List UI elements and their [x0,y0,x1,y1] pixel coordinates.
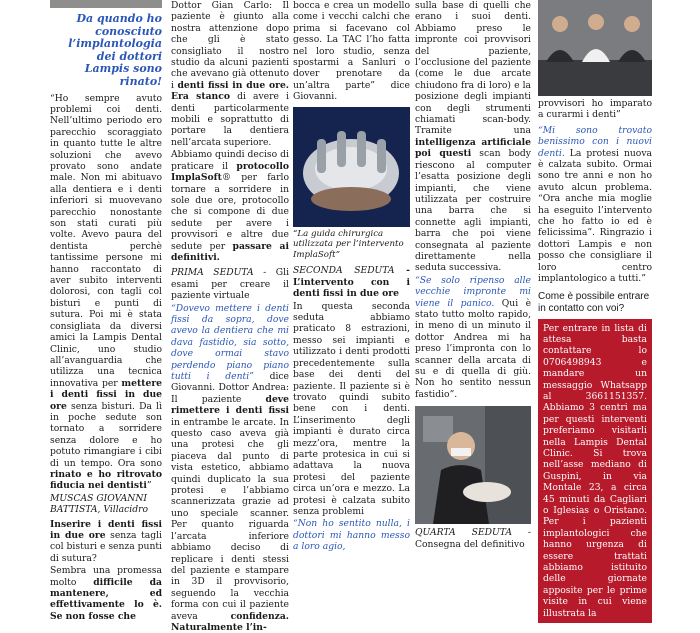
fourth-session-heading: QUARTA SEDUTA - Consegna del definitivo [415,527,531,550]
promise-paragraph: Sembra una promessa molto difficile da mantenere, ed effettivamente lo è. Se non fosse che [50,565,162,622]
question-paragraph: Inserire i denti fissi in due ore senza tagli col bisturi e senza punti di sutura? [50,518,162,564]
intro-paragraph: Dottor Gian Carlo: Il paziente è giunto alla nostra attenzione dopo che gli è stato consigliato il nostro studio da alcuni pazienti che avevano già ottenuto i denti fissi in due ore. Era stanco di avere i denti particolarmente mobili e soprattutto di portare la dentiera nell’arcata superiore. [171,0,290,148]
contact-info-box [538,319,652,624]
second-session-heading: SECONDA SEDUTA - L’intervento con i denti fissi in due ore [293,265,410,300]
surgical-guide-photo [293,107,410,227]
team-photo [538,0,652,96]
scan-body-paragraph: sulla base di quelli che erano i suoi denti. Abbiamo preso le impronte coi provvisori del paziente, l’occlusione del paziente (come le due arcate chiudono fra di loro) e la posizione degli impianti con degli strumenti chiamati scan-body. Tramite una intelligenza artificiale poi questi scan body riescono al computer l’esatta posizione degli impianti, che viene utilizzata per costruire una barra che si connette agli impianti, barra che poi viene consegnata al paziente direttamente nella seduta successiva. [415,0,531,274]
team-photo-image [538,0,652,96]
photo-caption: “La guida chirurgica utilizzata per l’intervento ImplaSoft” [293,228,404,260]
column-5 [538,0,652,619]
contact-question: Come è possibile entrare in contatto con voi? [538,290,650,314]
column-3 [293,0,410,553]
doctor-with-patient-photo [415,406,531,524]
first-session-quote: “Dovevo mettere i denti fissi da sopra, dove avevo la dentiera che mi dava fastidio, sia sotto, dove ormai stavo perdendo piano piano tutti i denti” dice Giovanni. Dottor Andrea: Il paziente deve rimettere i denti fissi in entrambe le arcate. In questo caso aveva già una protesi che gli piaceva dal punto di vista estetico, abbiamo quindi duplicato la sua protesi e l’abbiamo scannerizzata grazie ad uno speciale scanner. Per quanto riguarda l’arcata inferiore abbiamo deciso di replicare i denti stessi del paziente e stampare in 3D il provvisorio, seguendo la vecchia forma con cui il paziente aveva confidenza. Naturalmente l’in- [171,302,289,633]
impression-quote: “Se solo ripenso alle vecchie impronte mi viene il panico. Qui è stato tutto molto rapido, in meno di un minuto il dottor Andrea mi ha preso l’impronta con lo scanner della arcata di su e di quella di giù. Non ho sentito nessun fastidio”. [415,274,532,400]
first-session-heading: PRIMA SEDUTA - Gli esami per creare il paziente virtuale [171,267,290,302]
column-1 [50,0,163,622]
second-session-paragraph: In questa seconda seduta abbiamo praticato 8 estrazioni, messo sei impianti e utilizzato i denti prodotti precedentemente sulla base dei denti del paziente. Il paziente si è trovato quindi subito bene con i denti. L’inserimento degli impianti è durato circa mezz’ora, mentre la parte protesica in cui si adattava la nuova protesi del paziente circa un’ora e mezzo. La protesi è calzata subito senza problemi [293,300,410,517]
signature: MUSCAS GIOVANNI BATTISTA, Villacidro [50,492,148,516]
testimonial-paragraph: “Ho sempre avuto problemi coi denti. Nell’ultimo periodo ero parecchio scoraggiato in quanto tutte le altre soluzioni che avevo provato sono andate male. Non mi abituavo alla dentiera e i denti inferiori si muovevano parecchio nonostante son stati curati più volte. Avevo paura del dentista perchè tantissime persone mi hanno raccontato di aver subito interventi dolorosi, con tagli col bisturi e punti di sutura. Poi mi è stata consigliata da diversi amici la Lampis Dental Clinic, uno studio all’avanguardia che utilizza una tecnica innovativa per mettere i denti fissi in due ore senza bisturi. Da lì in poche sedute son tornato a sorridere senza dolore e ho potuto rimangiare i cibi di un tempo. Ora sono rinato e ho ritrovato fiducia nei dentisti” [50,92,163,492]
satisfied-quote: “Mi sono trovato benissimo con i nuovi denti. La protesi nuova è calzata subito. Ormai sono tre anni e non ho avuto alcun problema. “Ora anche mia moglie ha eseguito l’intervento che ho fatto io ed è felicissima”. Ringrazio i dottori Lampis e non posso che consigliare il loro centro implantologico a tutti.” [538,124,652,285]
tac-paragraph: bocca e crea un modello come i vecchi calchi che prima si facevano col gesso. La TAC l’ho fatta nel loro studio, senza spostarmi a Sanluri o dover prenotare da un’altra parte” dice Giovanni. [293,0,410,103]
second-session-quote: “Non ho sentito nulla, i dottori mi hanno messo a loro agio, [293,518,410,553]
care-paragraph: provvisori ho imparato a curarmi i denti” [538,98,652,121]
column-4 [415,0,532,550]
top-photo-strip [50,0,162,8]
column-2 [171,0,290,633]
contact-info-text: Per entrare in lista di attesa basta contattare lo 0706498943 e mandare un messaggio Whatsapp al 3661151357. Abbiamo 3 centri ma per questi interventi preferiamo visitarli nella Lampis Dental Clinic. Si trova nell’asse mediano di Guspini, in via Montale 23, a circa 45 minuti da Cagliari o Iglesias o Oristano. Per i pazienti implantologici che hanno urgenza di essere trattati abbiamo istituito delle giornate apposite per le prime visite in cui viene illustrata la [543,322,647,619]
article-heading: Da quando ho conosciuto l’implantologia dei dottori Lampis sono rinato! [68,12,162,88]
doctor-photo-image [415,406,531,524]
dental-model-image [293,107,410,227]
protocol-paragraph: Abbiamo quindi deciso di praticare il protocollo ImplaSoft® per farlo tornare a sorridere in sole due ore, protocollo che si compone di due sedute per avere i provvisori e altre due sedute per passare ai definitivi. [171,149,289,263]
